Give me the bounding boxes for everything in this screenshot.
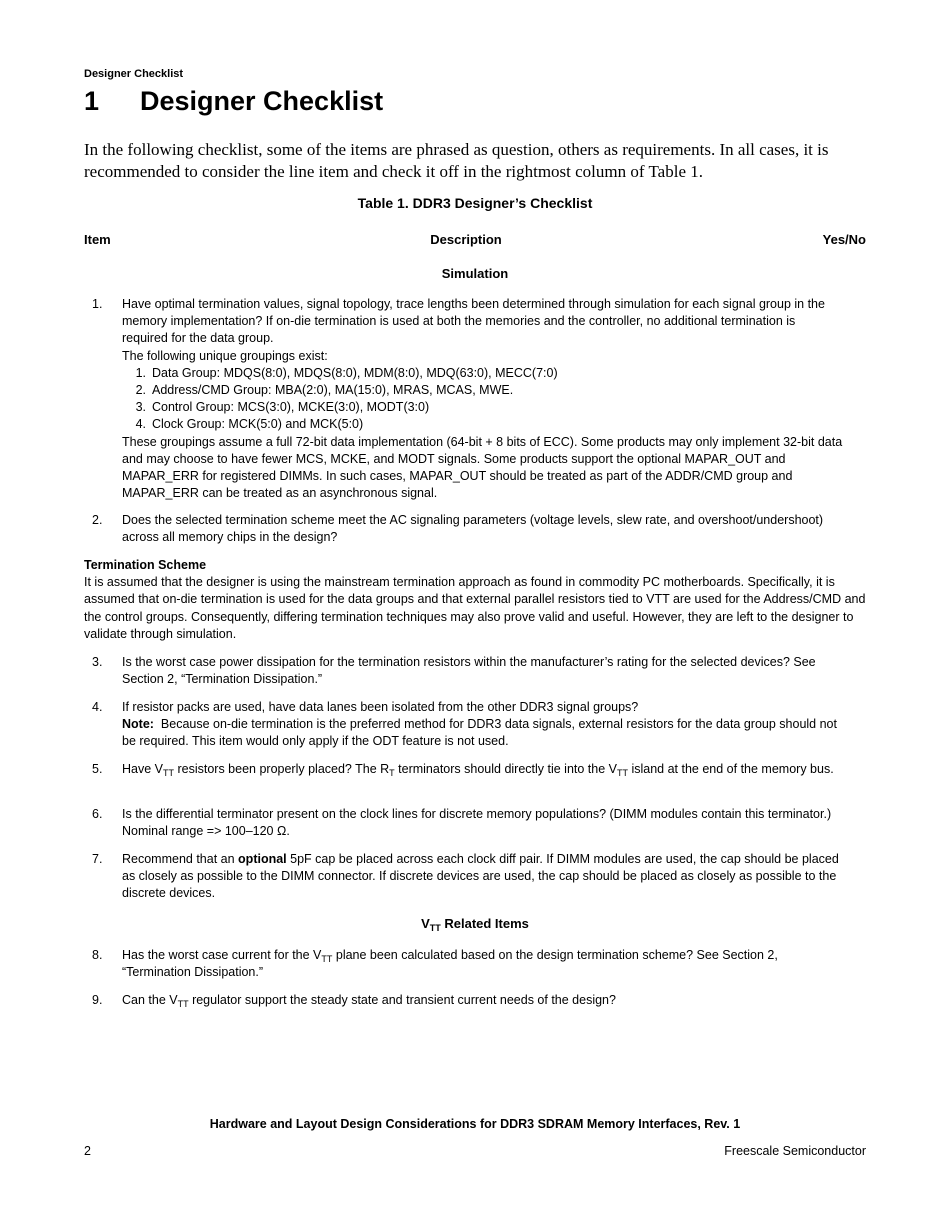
intro-paragraph: In the following checklist, some of the items are phrased as question, others as requirements. In all cases, it is recommended to consider the line item and check it off in the rightmost column of Table 1. [84, 140, 829, 181]
subscript: T [389, 768, 395, 778]
item-number: 2. [92, 513, 103, 527]
item-number: 4. [92, 700, 103, 714]
checklist-item-9 [84, 992, 844, 1009]
item-text: Is the worst case power dissipation for the termination resistors within the manufacturer’s rating for the selected devices? See Section 2, “Termination Dissipation.” [122, 655, 816, 687]
grouping-text: Address/CMD Group: MBA(2:0), MA(15:0), MRAS, MCAS, MWE. [152, 383, 514, 398]
section-heading [84, 86, 383, 117]
subscript: TT [617, 768, 628, 778]
grouping-text: Data Group: MDQS(8:0), MDQS(8:0), MDM(8:0), MDQ(63:0), MECC(7:0) [152, 365, 558, 380]
checklist-item-7 [84, 851, 844, 903]
checklist-item-3 [84, 654, 844, 688]
text-run: Related Items [440, 916, 529, 931]
item-text [122, 992, 844, 1009]
grouping-entry [122, 365, 844, 382]
grouping-number: 4. [135, 417, 146, 432]
checklist-item-6 [84, 806, 844, 840]
checklist-item-2 [84, 512, 844, 546]
column-header-item: Item [84, 232, 111, 247]
item-text: Have optimal termination values, signal topology, trace lengths been determined through simulation for each signal group in the memory implementation? If on-die termination is used at both the memories and the controller, no additional termination is required for the data group. [122, 297, 825, 346]
grouping-text: Clock Group: MCK(5:0) and MCK(5:0) [152, 417, 364, 432]
running-head: Designer Checklist [84, 68, 184, 80]
text-run: terminators should directly tie into the V [394, 762, 617, 776]
termination-scheme-heading: Termination Scheme [84, 558, 207, 572]
item-lead: The following unique groupings exist: [122, 348, 328, 363]
item-text: Is the differential terminator present on the clock lines for discrete memory populations? (DIMM modules contain this terminator.) Nominal range => 100–120 Ω. [122, 807, 832, 839]
grouping-text: Control Group: MCS(3:0), MCKE(3:0), MODT(3:0) [152, 400, 430, 415]
text-run: Have V [122, 762, 163, 776]
item-text [122, 851, 844, 903]
checklist-item-8 [84, 947, 844, 981]
item-number: 3. [92, 655, 103, 669]
section-title: Designer Checklist [140, 86, 384, 116]
item-text [122, 947, 844, 981]
grouping-number: 3. [135, 400, 146, 415]
item-text: If resistor packs are used, have data lanes been isolated from the other DDR3 signal groups? [122, 700, 639, 714]
text-run: Recommend that an [122, 852, 239, 866]
item-note [122, 716, 844, 750]
text-run: Can the V [122, 993, 178, 1007]
grouping-number: 1. [135, 365, 146, 380]
subscript: TT [429, 923, 441, 933]
checklist-item-5 [84, 761, 844, 778]
emphasis: optional [238, 852, 287, 866]
subscript: TT [177, 999, 189, 1009]
text-run: Has the worst case current for the V [122, 948, 322, 962]
item-number: 8. [92, 948, 103, 962]
note-text: Because on-die termination is the preferred method for DDR3 data signals, external resistors for the data group should not be required. This item would only apply if the ODT feature is not used. [122, 717, 837, 749]
text-run: 5pF cap be placed across each clock diff pair. If DIMM modules are used, the cap should be placed as closely as possible to the DIMM connector. If discrete devices are used, the cap should be placed as closely as possible to the discrete devices. [122, 852, 839, 901]
table-caption: Table 1. DDR3 Designer’s Checklist [357, 195, 593, 211]
item-number: 5. [92, 762, 103, 776]
footer-company: Freescale Semiconductor [724, 1144, 866, 1158]
section-number: 1 [84, 86, 100, 116]
item-number: 7. [92, 852, 103, 866]
text-run: plane been calculated based on the design termination scheme? See Section 2, “Termination Dissipation.” [122, 948, 778, 980]
page-number: 2 [84, 1144, 91, 1158]
text-run: regulator support the steady state and transient current needs of the design? [188, 993, 616, 1007]
subscript: TT [163, 768, 174, 778]
text-run: resistors been properly placed? The R [174, 762, 390, 776]
termination-scheme-block [84, 557, 874, 643]
grouping-entry [122, 399, 844, 416]
item-number: 1. [92, 297, 103, 311]
subscript: TT [321, 954, 333, 964]
checklist-item-1 [84, 296, 844, 502]
grouping-entry [122, 382, 844, 399]
item-text: Does the selected termination scheme meet the AC signaling parameters (voltage levels, slew rate, and overshoot/undershoot) across all memory chips in the design? [122, 513, 824, 545]
column-header-yes-no: Yes/No [822, 232, 866, 247]
item-text [122, 761, 844, 778]
text-run: V [421, 916, 430, 931]
footer-document-title: Hardware and Layout Design Considerations for DDR3 SDRAM Memory Interfaces, Rev. 1 [209, 1117, 741, 1131]
group-heading-simulation: Simulation [441, 266, 509, 281]
item-tail: These groupings assume a full 72-bit data implementation (64-bit + 8 bits of ECC). Some products may only implement 32-bit data and may choose to have fewer MCS, MCKE, and MODT signals. Some products support the optional MAPAR_OUT and MAPAR_ERR for registered DIMMs. In such cases, MAPAR_OUT should be treated as part of the ADDR/CMD group and MAPAR_ERR can be treated as an asynchronous signal. [122, 434, 843, 501]
note-label: Note: [122, 717, 154, 732]
column-header-description: Description [430, 232, 502, 247]
checklist-item-4 [84, 699, 844, 751]
item-number: 9. [92, 993, 103, 1007]
grouping-entry [122, 416, 844, 433]
grouping-number: 2. [135, 383, 146, 398]
item-number: 6. [92, 807, 103, 821]
termination-scheme-text: It is assumed that the designer is using the mainstream termination approach as found in commodity PC motherboards. Specifically, it is assumed that on-die termination is used for the data groups and that external parallel resistors tied to VTT are used for the Address/CMD and the control groups. Consequently, differing termination techniques may also prove valid and useful. However, they are left to the designer to validate through simulation. [84, 575, 866, 641]
text-run: island at the end of the memory bus. [628, 762, 834, 776]
group-heading-vtt [0, 916, 950, 931]
